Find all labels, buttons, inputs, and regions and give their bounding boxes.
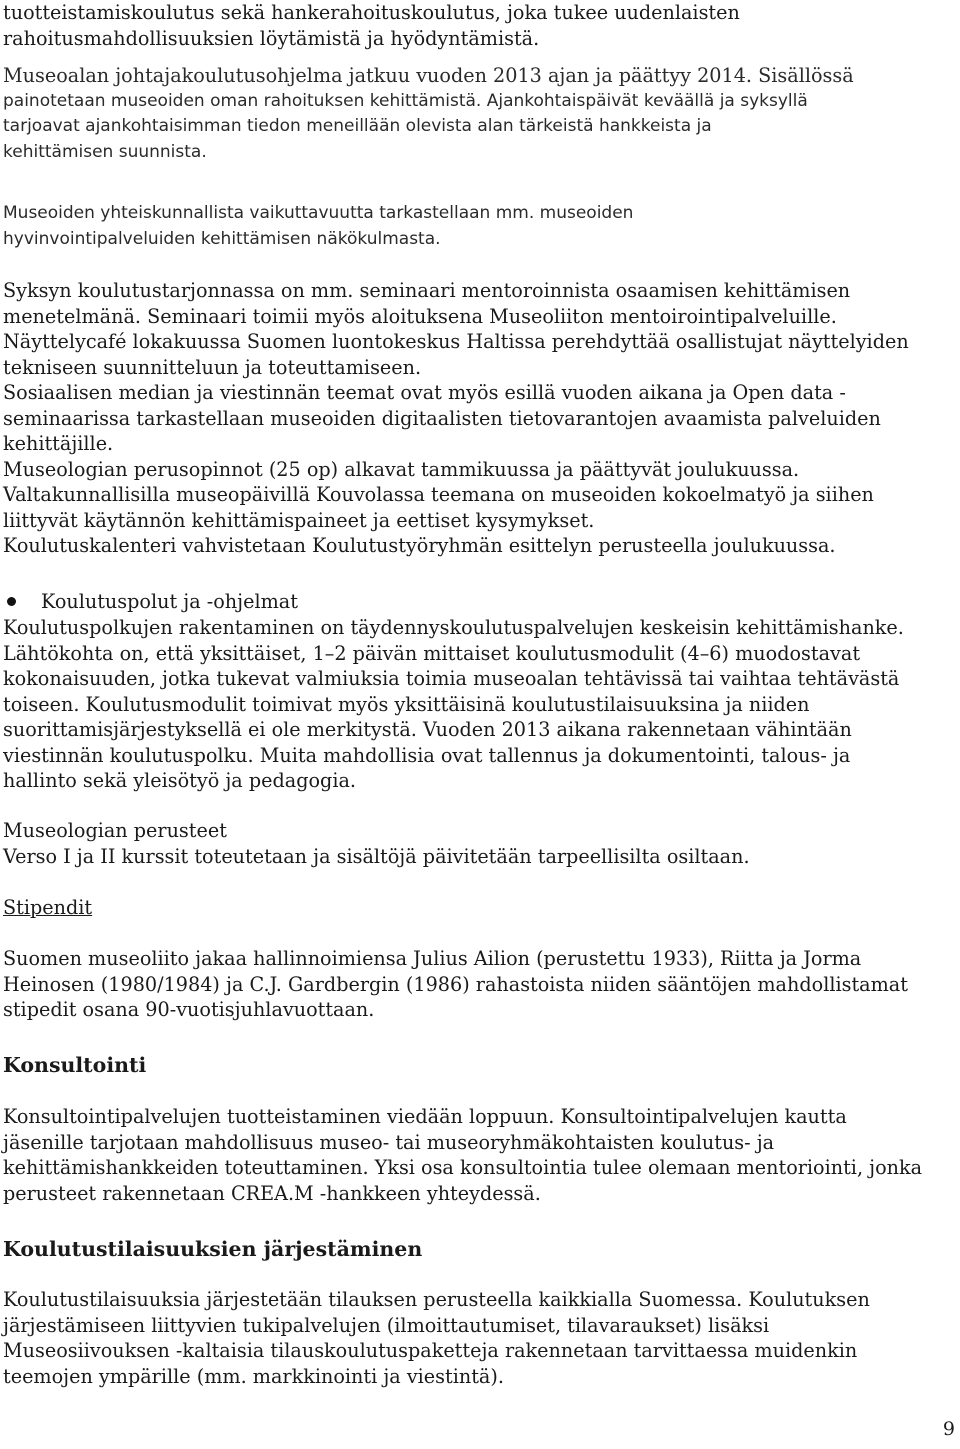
text-line: Suomen museoliito jakaa hallinnoimiensa Julius Ailion (perustettu 1933), Riitta ja Jorma: [3, 947, 862, 970]
text-line: Museologian perusopinnot (25 op) alkavat tammikuussa ja päättyvät joulukuussa.: [3, 457, 800, 481]
text-line: seminaarissa tarkastellaan museoiden digitaalisten tietovarantojen avaamista palveluiden: [3, 406, 881, 430]
text-line: toiseen. Koulutusmodulit toimivat myös yksittäisinä koulutustilaisuuksina ja niiden: [3, 692, 810, 716]
text-line: hyvinvointipalveluiden kehittämisen näkökulmasta.: [3, 228, 441, 249]
paragraph-koulutustilaisuudet: [3, 1287, 955, 1389]
text-line: kehittämishankkeiden toteuttaminen. Yksi osa konsultointia tulee olemaan mentoriointi, jonka: [3, 1156, 923, 1179]
heading-konsultointi: [3, 1052, 955, 1078]
text-line: menetelmänä. Seminaari toimii myös aloituksena Museoliiton mentoirointipalveluille.: [3, 304, 837, 328]
text-line: painotetaan museoiden oman rahoituksen kehittämistä. Ajankohtaispäivät keväällä ja syksyllä: [3, 90, 808, 111]
text-line: Heinosen (1980/1984) ja C.J. Gardbergin (1986) rahastoista niiden sääntöjen mahdollistamat: [3, 972, 908, 996]
paragraph-konsultointi: [3, 1104, 955, 1206]
text-line: Verso I ja II kurssit toteutetaan ja sisältöjä päivitetään tarpeellisilta osiltaan.: [3, 844, 750, 868]
text-line: kehittäjille.: [3, 432, 114, 455]
text-line: Museoiden yhteiskunnallista vaikuttavuutta tarkastellaan mm. museoiden: [3, 203, 634, 223]
text-line: jäsenille tarjotaan mahdollisuus museo- tai museoryhmäkohtaisten koulutus- ja: [3, 1130, 775, 1154]
section-title-stipendit: [3, 895, 955, 921]
page-number: 9: [942, 1418, 955, 1440]
paragraph-syksyn-koulutus: [3, 278, 955, 559]
paragraph-koulutuspolut: [3, 615, 955, 794]
text-line: järjestämiseen liittyvien tukipalvelujen (ilmoittautumiset, tilavaraukset) lisäksi: [3, 1313, 770, 1337]
text-line: tarjoavat ajankohtaisimman tiedon meneillään olevista alan tärkeistä hankkeista ja: [3, 116, 712, 136]
text-line: Koulutuspolkujen rakentaminen on täydennyskoulutuspalvelujen keskeisin kehittämishanke.: [3, 616, 904, 639]
section-heading: Konsultointi: [3, 1053, 147, 1077]
section-heading: Koulutustilaisuuksien järjestäminen: [3, 1237, 423, 1261]
text-line: Museosiivouksen -kaltaisia tilauskoulutuspaketteja rakennetaan tarvittaessa muidenkin: [3, 1339, 858, 1362]
text-line: teemojen ympärille (mm. markkinointi ja viestintä).: [3, 1364, 504, 1388]
text-line: Konsultointipalvelujen tuotteistaminen viedään loppuun. Konsultointipalvelujen kautta: [3, 1105, 847, 1128]
text-line: hallinto sekä yleisötyö ja pedagogia.: [3, 769, 357, 792]
text-line: perusteet rakennetaan CREA.M -hankkeen yhteydessä.: [3, 1181, 541, 1205]
paragraph-intro: [3, 0, 955, 51]
text-line: Syksyn koulutustarjonnassa on mm. seminaari mentoroinnista osaamisen kehittämisen: [3, 279, 851, 302]
bullet-label: Koulutuspolut ja -ohjelmat: [41, 590, 298, 613]
text-line: Koulutustilaisuuksia järjestetään tilauksen perusteella kaikkialla Suomessa. Koulutuksen: [3, 1288, 870, 1311]
bullet-icon: [7, 597, 16, 606]
text-line: Valtakunnallisilla museopäivillä Kouvolassa teemana on museoiden kokoelmatyö ja siihen: [3, 483, 874, 506]
text-line: liittyvät käytännön kehittämispaineet ja eettiset kysymykset.: [3, 508, 595, 532]
paragraph-museologian-perusteet: [3, 818, 955, 869]
text-line: viestinnän koulutuspolku. Muita mahdollisia ovat tallennus ja dokumentointi, talous- ja: [3, 743, 851, 767]
text-line: Lähtökohta on, että yksittäiset, 1–2 päivän mittaiset koulutusmodulit (4–6) muodostavat: [3, 641, 861, 665]
text-line: stipedit osana 90-vuotisjuhlavuottaan.: [3, 998, 375, 1021]
bullet-item: [3, 589, 955, 615]
text-line: Museologian perusteet: [3, 819, 227, 842]
text-line: rahoitusmahdollisuuksien löytämistä ja hyödyntämistä.: [3, 26, 540, 50]
text-line: kokonaisuuden, jotka tukevat valmiuksia toimia museoalan tehtävissä tai vaihtaa tehtävästä: [3, 667, 900, 690]
text-line: kehittämisen suunnista.: [3, 141, 207, 162]
paragraph-stipendit: [3, 946, 955, 1023]
text-line: tekniseen suunnitteluun ja toteuttamiseen.: [3, 355, 422, 379]
section-title: Stipendit: [3, 896, 93, 919]
paragraph-vaikuttavuus: [3, 201, 955, 252]
text-line: Museoalan johtajakoulutusohjelma jatkuu vuoden 2013 ajan ja päättyy 2014. Sisällössä: [3, 64, 854, 87]
heading-koulutustilaisuudet: [3, 1236, 955, 1262]
text-line: Koulutuskalenteri vahvistetaan Koulutustyöryhmän esittelyn perusteella joulukuussa.: [3, 534, 836, 557]
text-line: Sosiaalisen median ja viestinnän teemat ovat myös esillä vuoden aikana ja Open data -: [3, 381, 846, 404]
text-line: tuotteistamiskoulutus sekä hankerahoituskoulutus, joka tukee uudenlaisten: [3, 1, 740, 24]
paragraph-johtajakoulutus: [3, 63, 955, 165]
text-line: Näyttelycafé lokakuussa Suomen luontokeskus Haltissa perehdyttää osallistujat näyttelyiden: [3, 330, 909, 353]
text-line: suorittamisjärjestyksellä ei ole merkitystä. Vuoden 2013 aikana rakennetaan vähintään: [3, 718, 852, 741]
